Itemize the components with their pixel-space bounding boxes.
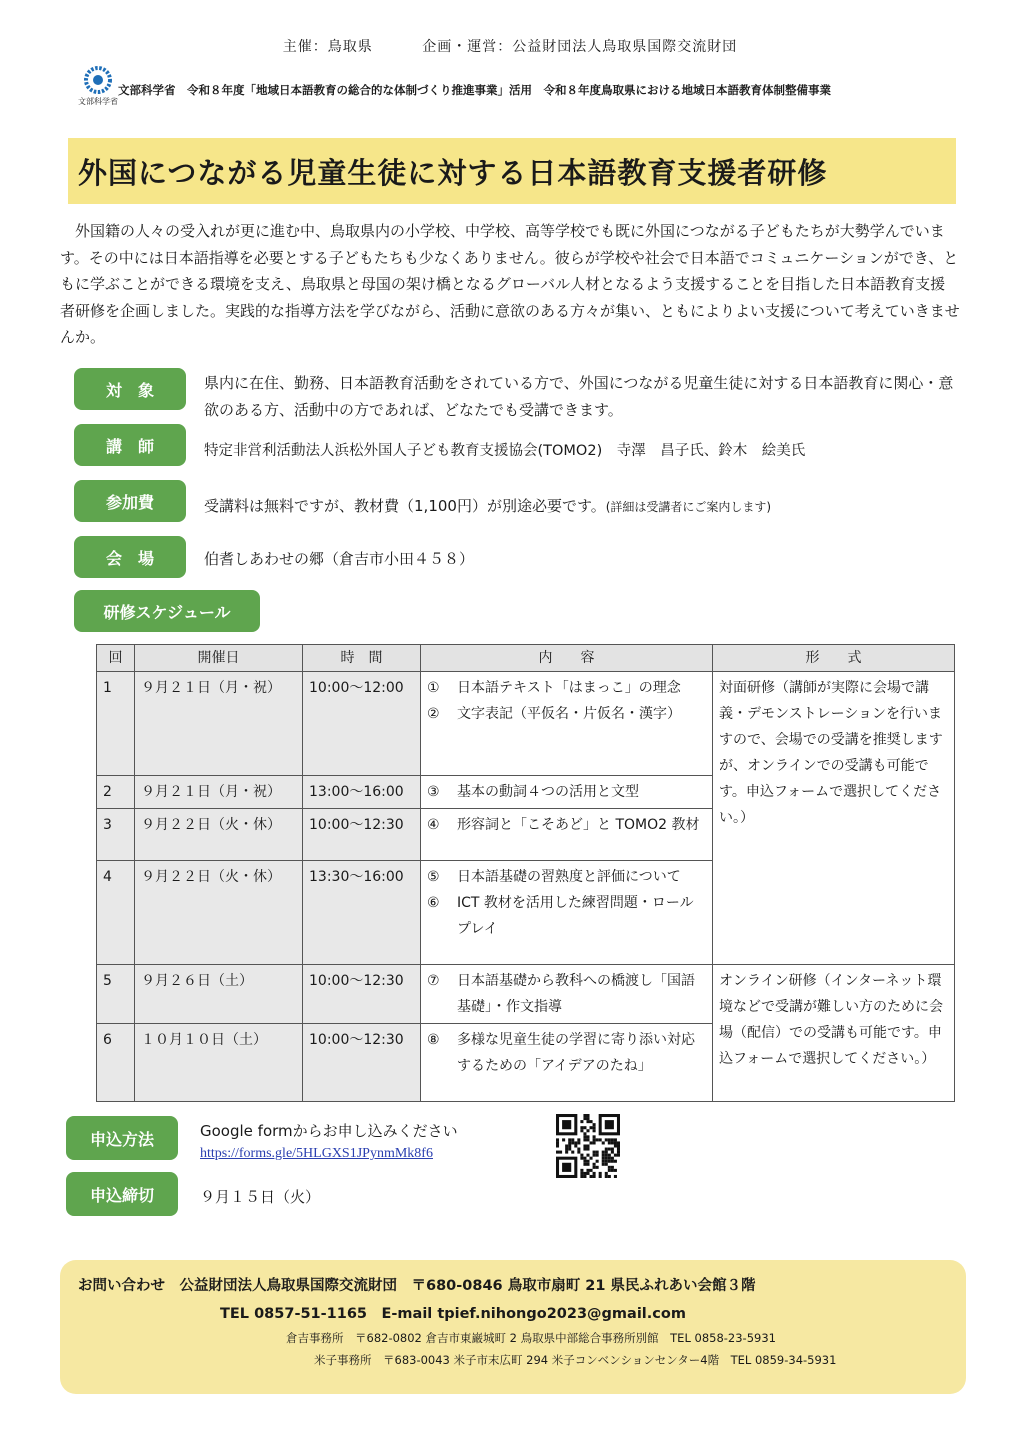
title-banner	[68, 138, 956, 204]
intro-paragraph: 外国籍の人々の受入れが更に進む中、鳥取県内の小学校、中学校、高等学校でも既に外国につながる子どもたちが大勢学んでいます。その中には日本語指導を必要とする子どもたちも少なくありません。彼らが学校や社会で日本語でコミュニケーションができ、ともに学ぶことができる環境を支え、鳥取県と母国の架け橋となるグローバル人材となるよう支援することを目指した日本語教育支援者研修を企画しました。実践的な指導方法を学びながら、活動に意欲のある方々が集い、ともによりよい支援について考えていきませんか。	[60, 222, 960, 346]
fee-text: 受講料は無料ですが、教材費（1,100円）が別途必要です。	[204, 497, 606, 515]
mext-logo-icon	[84, 66, 112, 94]
lecturer-label: 講 師	[74, 424, 186, 466]
table-header-row	[97, 645, 955, 672]
item-text: 基本の動詞４つの活用と文型	[457, 784, 639, 800]
item-number: ①	[427, 680, 440, 696]
content-item	[427, 968, 706, 1020]
row-content	[421, 672, 713, 776]
col-header-format: 形 式	[713, 645, 955, 672]
target-text: 県内に在住、勤務、日本語教育活動をされている方で、外国につながる児童生徒に対する日本語教育に関心・意欲のある方、活動中の方であれば、どなたでも受講できます。	[204, 374, 954, 419]
contact-tel-email: TEL 0857-51-1165 E-mail tpief.nihongo2023@gmail.com	[220, 1306, 686, 1322]
content-item	[427, 675, 706, 701]
content-item	[427, 1027, 706, 1079]
format-online: オンライン研修（インターネット環境などで受講が難しい方のために会場（配信）での受講も可能です。申込フォームで選択してください。）	[713, 965, 955, 1102]
row-date: ９月２６日（土）	[135, 965, 303, 1024]
yonago-address: 〒683-0043 米子市末広町 294 米子コンベンションセンター4階	[383, 1353, 720, 1367]
row-no: 3	[97, 809, 135, 861]
yonago-tel: TEL 0859-34-5931	[730, 1353, 837, 1367]
form-link[interactable]: https://forms.gle/5HLGXS1JPynmMk8f6	[200, 1146, 433, 1161]
organizer-line	[0, 36, 1020, 56]
yonago-office	[314, 1352, 836, 1368]
contact-line-1	[78, 1274, 755, 1295]
content-item	[427, 812, 706, 838]
row-date: ９月２１日（月・祝）	[135, 776, 303, 809]
item-number: ⑥	[427, 895, 440, 911]
col-header-content: 内 容	[421, 645, 713, 672]
fee-label: 参加費	[74, 480, 186, 522]
item-number: ⑧	[427, 1032, 440, 1048]
method-label: 申込方法	[66, 1116, 178, 1160]
row-time: 10:00～12:30	[303, 809, 421, 861]
row-time: 10:00～12:30	[303, 965, 421, 1024]
lecturer-text: 特定非営利活動法人浜松外国人子ども教育支援協会(TOMO2) 寺澤 昌子氏、鈴木 絵美氏	[204, 443, 806, 459]
qr-code-icon[interactable]	[556, 1114, 620, 1178]
project-line: 文部科学省 令和８年度「地域日本語教育の総合的な体制づくり推進事業」活用 令和８年度鳥取県における地域日本語教育体制整備事業	[118, 83, 831, 97]
item-text: 多様な児童生徒の学習に寄り添い対応するための「アイデアのたね」	[457, 1032, 695, 1074]
content-item	[427, 701, 706, 727]
col-header-time: 時 間	[303, 645, 421, 672]
col-header-date: 開催日	[135, 645, 303, 672]
content-item	[427, 890, 706, 942]
contact-box	[60, 1260, 966, 1394]
venue-text: 伯耆しあわせの郷（倉吉市小田４５８）	[204, 550, 475, 568]
row-no: 1	[97, 672, 135, 776]
row-content	[421, 965, 713, 1024]
row-time: 10:00～12:00	[303, 672, 421, 776]
kurayoshi-name: 倉吉事務所	[286, 1331, 344, 1345]
row-date: ９月２１日（月・祝）	[135, 672, 303, 776]
item-text: 日本語基礎の習熟度と評価について	[457, 869, 681, 885]
item-text: 日本語テキスト「はまっこ」の理念	[457, 680, 681, 696]
planning-text: 企画・運営：公益財団法人鳥取県国際交流財団	[422, 39, 738, 55]
fee-row	[204, 493, 964, 521]
item-text: ICT 教材を活用した練習問題・ロールプレイ	[457, 895, 694, 937]
deadline-text: ９月１５日（火）	[200, 1188, 321, 1206]
item-number: ⑦	[427, 973, 440, 989]
item-number: ④	[427, 817, 440, 833]
table-row	[97, 672, 955, 776]
kurayoshi-tel: TEL 0858-23-5931	[670, 1331, 776, 1345]
item-text: 日本語基礎から教科への橋渡し「国語基礎」・作文指導	[457, 973, 695, 1015]
item-number: ③	[427, 784, 440, 800]
row-content	[421, 776, 713, 809]
col-header-no: 回	[97, 645, 135, 672]
item-text: 形容詞と「こそあど」と TOMO2 教材	[457, 817, 700, 833]
row-time: 13:30～16:00	[303, 861, 421, 965]
row-no: 2	[97, 776, 135, 809]
row-content	[421, 809, 713, 861]
contact-org: 公益財団法人鳥取県国際交流財団 〒680-0846 鳥取市扇町 21 県民ふれあい会館３階	[179, 1278, 756, 1294]
content-item	[427, 864, 706, 890]
row-no: 6	[97, 1024, 135, 1102]
row-time: 13:00～16:00	[303, 776, 421, 809]
row-date: ９月２２日（火・休）	[135, 809, 303, 861]
target-label: 対 象	[74, 368, 186, 410]
page-title: 外国につながる児童生徒に対する日本語教育支援者研修	[78, 155, 828, 190]
schedule-label: 研修スケジュール	[74, 590, 260, 632]
row-time: 10:00～12:30	[303, 1024, 421, 1102]
format-in-person: 対面研修（講師が実際に会場で講義・デモンストレーションを行いますので、会場での受講を推奨しますが、オンラインでの受講も可能です。申込フォームで選択してください。）	[713, 672, 955, 965]
row-no: 4	[97, 861, 135, 965]
fee-note: (詳細は受講者にご案内します)	[605, 500, 772, 514]
venue-label: 会 場	[74, 536, 186, 578]
row-no: 5	[97, 965, 135, 1024]
contact-heading: お問い合わせ	[78, 1278, 165, 1294]
row-date: １０月１０日（土）	[135, 1024, 303, 1102]
deadline-label: 申込締切	[66, 1172, 178, 1216]
content-item	[427, 779, 706, 805]
mext-logo-label: 文部科学省	[78, 97, 118, 106]
kurayoshi-office	[286, 1330, 776, 1346]
item-number: ②	[427, 706, 440, 722]
item-text: 文字表記（平仮名・片仮名・漢字）	[457, 706, 681, 722]
item-number: ⑤	[427, 869, 440, 885]
row-content	[421, 861, 713, 965]
method-text: Google formからお申し込みください	[200, 1122, 458, 1140]
row-content	[421, 1024, 713, 1102]
schedule-table	[96, 644, 955, 1102]
yonago-name: 米子事務所	[314, 1353, 372, 1367]
host-text: 主催：鳥取県	[282, 39, 373, 55]
row-date: ９月２２日（火・休）	[135, 861, 303, 965]
kurayoshi-address: 〒682-0802 倉吉市東巌城町 2 鳥取県中部総合事務所別館	[355, 1331, 659, 1345]
table-row	[97, 965, 955, 1024]
